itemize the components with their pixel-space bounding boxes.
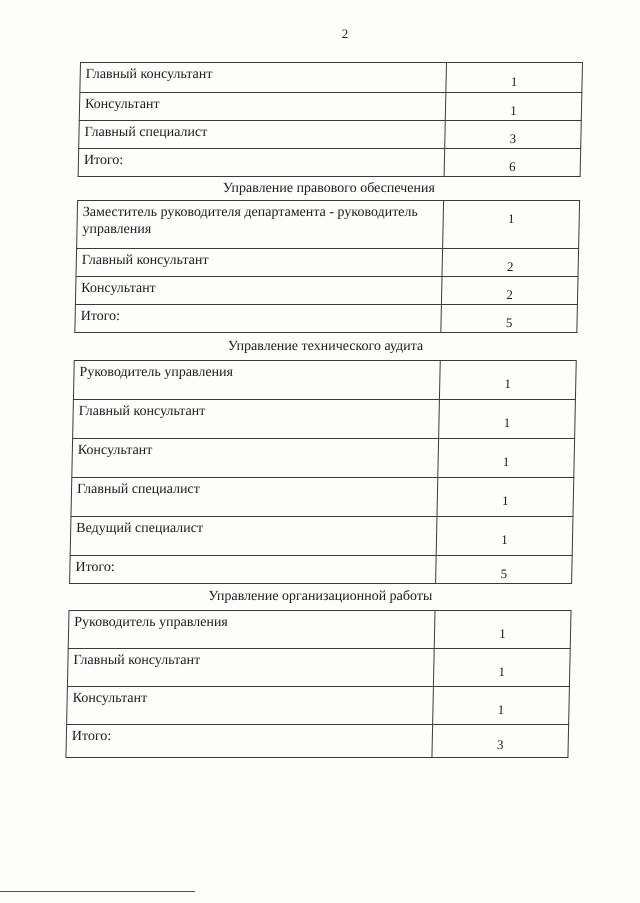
position-count: 1 [446, 63, 583, 93]
position-count: 1 [445, 93, 582, 121]
position-title: Главный специалист [79, 121, 446, 149]
position-count: 1 [433, 649, 570, 687]
table-row [70, 517, 573, 556]
position-title: Консультант [75, 277, 442, 305]
total-count: 3 [432, 725, 569, 758]
staffing-table [65, 62, 583, 758]
position-count: 1 [437, 478, 574, 517]
table-row [79, 93, 582, 121]
position-count: 2 [441, 277, 578, 305]
total-row [78, 149, 581, 177]
total-row [70, 556, 573, 584]
total-label: Итого: [66, 725, 433, 758]
position-title: Руководитель управления [73, 361, 440, 400]
table-row [67, 649, 570, 687]
position-title: Заместитель руководителя департамента - руководитель управления [77, 201, 444, 249]
table-row [75, 277, 578, 305]
position-title: Ведущий специалист [70, 517, 437, 556]
position-count: 1 [439, 400, 576, 439]
position-count: 1 [443, 201, 580, 249]
table-row [79, 121, 582, 149]
table-row [73, 400, 576, 439]
position-title: Консультант [72, 439, 439, 478]
position-title: Главный консультант [76, 249, 443, 277]
position-count: 2 [442, 249, 579, 277]
position-title: Руководитель управления [68, 611, 435, 649]
position-title: Консультант [67, 687, 434, 725]
position-title: Консультант [79, 93, 446, 121]
table-row [67, 687, 570, 725]
position-count: 1 [433, 687, 570, 725]
position-count: 1 [436, 517, 573, 556]
position-title: Главный консультант [73, 400, 440, 439]
footer-rule [0, 891, 195, 892]
section-row [69, 584, 572, 611]
total-count: 5 [441, 305, 578, 333]
position-count: 1 [439, 361, 576, 400]
section-title: Управление технического аудита [74, 333, 577, 361]
page-number: 2 [341, 26, 349, 41]
total-label: Итого: [75, 305, 442, 333]
table-row [76, 249, 579, 277]
position-count: 1 [434, 611, 571, 649]
position-title: Главный специалист [71, 478, 438, 517]
total-label: Итого: [78, 149, 445, 177]
position-count: 3 [445, 121, 582, 149]
table-row [77, 201, 580, 249]
table-row [80, 63, 583, 93]
table-row [73, 361, 576, 400]
table-row [72, 439, 575, 478]
total-count: 5 [436, 556, 573, 584]
total-row [66, 725, 569, 758]
position-title: Главный консультант [80, 63, 447, 93]
section-row [74, 333, 577, 361]
section-row [78, 177, 581, 201]
position-title: Главный консультант [67, 649, 434, 687]
total-label: Итого: [70, 556, 437, 584]
section-title: Управление правового обеспечения [78, 177, 581, 201]
table-row [68, 611, 571, 649]
total-row [75, 305, 578, 333]
table-row [71, 478, 574, 517]
position-count: 1 [438, 439, 575, 478]
total-count: 6 [444, 149, 581, 177]
section-title: Управление организационной работы [69, 584, 572, 611]
